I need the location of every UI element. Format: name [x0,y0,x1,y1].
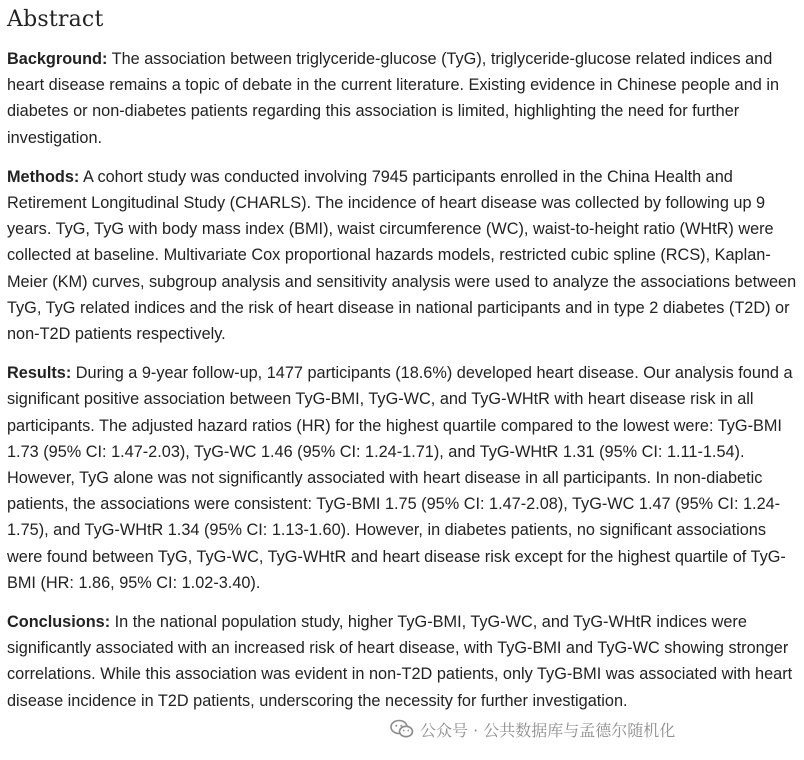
abstract-heading: Abstract [7,7,104,32]
background-text: The association between triglyceride-glucose (TyG), triglyceride-glucose related indices and heart disease remains a topic of debate in the current literature. Existing evidence in Chinese people and in diabetes or non-diabetes patients regarding this association is limited, highlighting the need for further investigation. [7,50,780,147]
conclusions-text: In the national population study, higher TyG-BMI, TyG-WC, and TyG-WHtR indices were significantly associated with an increased risk of heart disease, with TyG-BMI and TyG-WC showing stronger correlations. While this association was evident in non-T2D patients, only TyG-BMI was associated with heart disease incidence in T2D patients, underscoring the necessity for further investigation. [7,613,793,710]
conclusions-label: Conclusions: [7,613,111,632]
conclusions-section [7,609,797,714]
background-section [7,46,797,151]
results-text: During a 9-year follow-up, 1477 participants (18.6%) developed heart disease. Our analysis found a significant positive association between TyG-BMI, TyG-WC, and TyG-WHtR with heart disease risk in all participants. The adjusted hazard ratios (HR) for the highest quartile compared to the lowest were: TyG-BMI 1.73 (95% CI: 1.47-2.03), TyG-WC 1.46 (95% CI: 1.24-1.71), and TyG-WHtR 1.31 (95% CI: 1.11-1.54). However, TyG alone was not significantly associated with heart disease in all participants. In non-diabetic patients, the associations were consistent: TyG-BMI 1.75 (95% CI: 1.47-2.08), TyG-WC 1.47 (95% CI: 1.24-1.75), and TyG-WHtR 1.34 (95% CI: 1.13-1.60). However, in diabetes patients, no significant associations were found between TyG, TyG-WC, TyG-WHtR and heart disease risk except for the highest quartile of TyG-BMI (HR: 1.86, 95% CI: 1.02-3.40). [7,364,793,592]
background-label: Background: [7,50,108,68]
watermark [386,716,679,742]
results-label: Results: [7,364,72,383]
watermark-text: 公众号 · 公共数据库与孟德尔随机化 [420,720,676,740]
wechat-icon [390,719,414,739]
methods-text: A cohort study was conducted involving 7945 participants enrolled in the China Health and Retirement Longitudinal Study (CHARLS). The incidence of heart disease was collected by following up 9 years. TyG, TyG with body mass index (BMI), waist circumference (WC), waist-to-height ratio (WHtR) were collected at baseline. Multivariate Cox proportional hazards models, restricted cubic spline (RCS), Kaplan-Meier (KM) curves, subgroup analysis and sensitivity analysis were used to analyze the associations between TyG, TyG related indices and the risk of heart disease in national participants and in type 2 diabetes (T2D) or non-T2D patients respectively. [7,167,797,344]
results-section [7,360,797,596]
methods-label: Methods: [7,167,80,186]
methods-section [7,164,797,347]
